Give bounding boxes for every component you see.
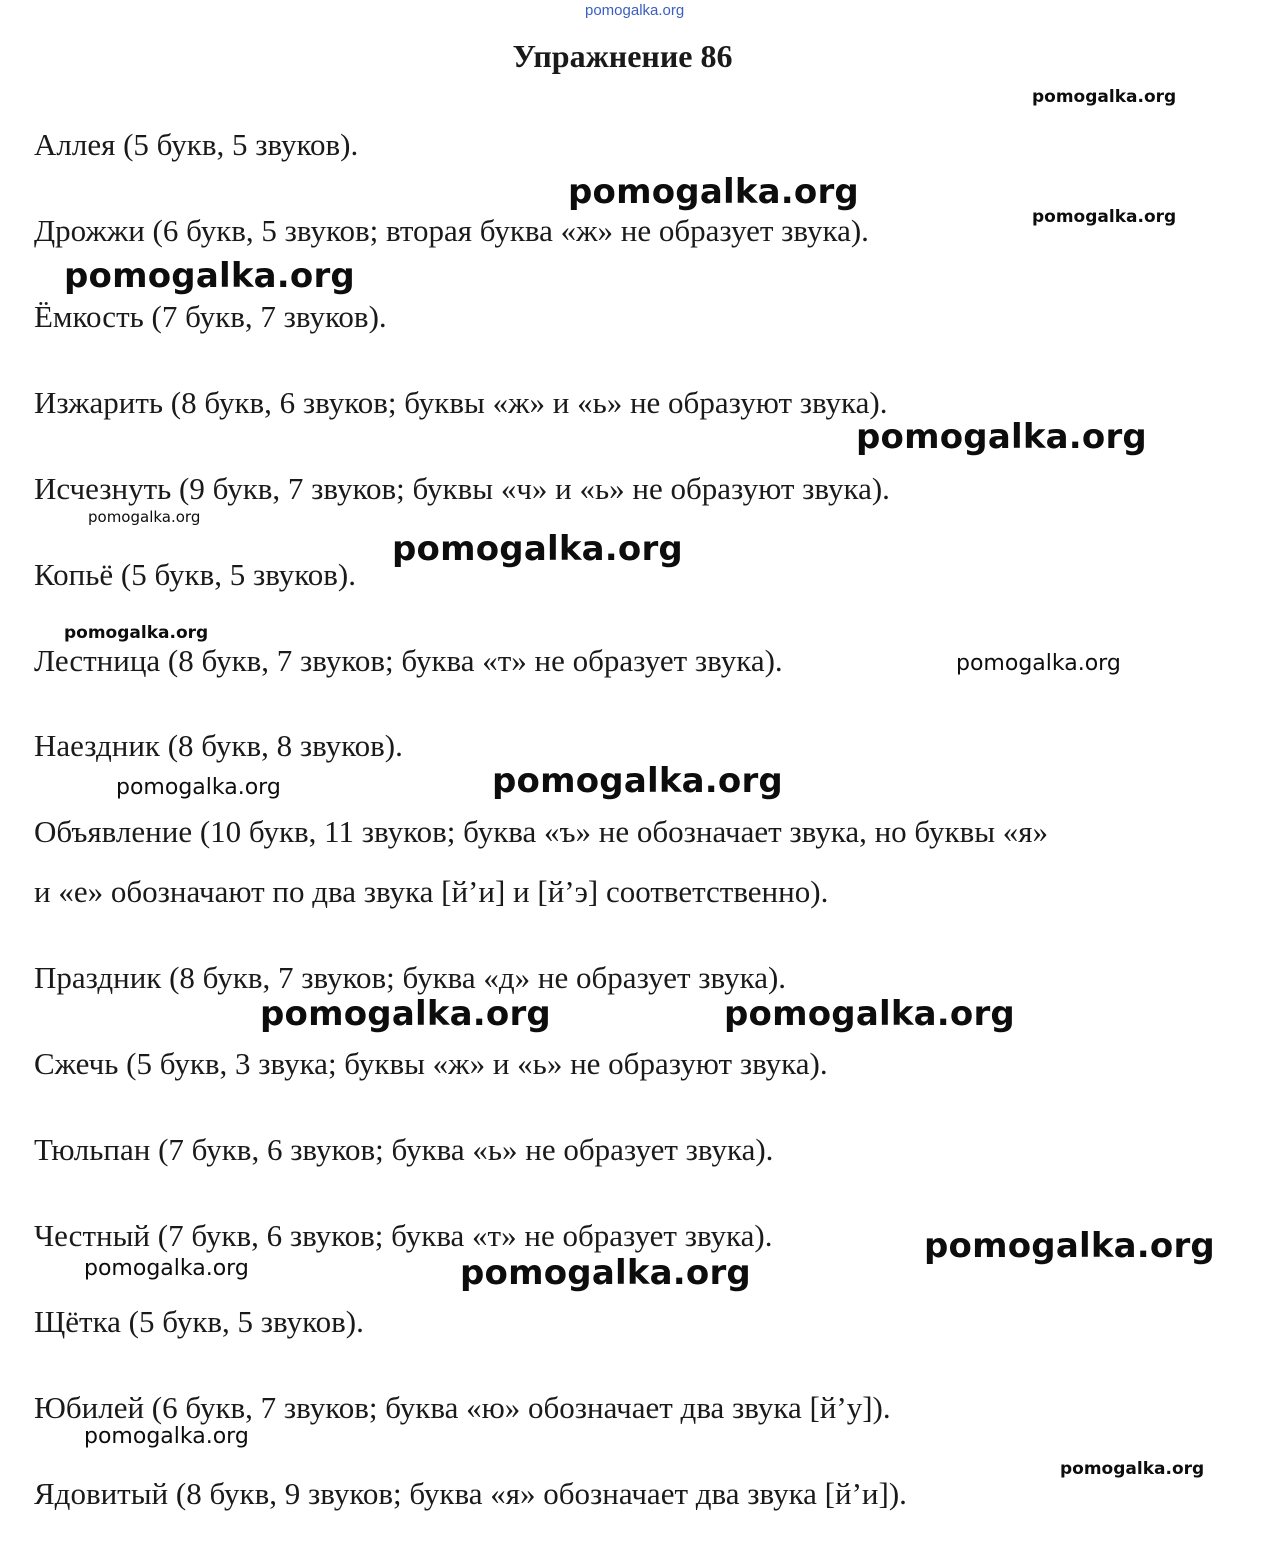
watermark: pomogalka.org (956, 651, 1121, 676)
watermark: pomogalka.org (64, 623, 209, 643)
watermark: pomogalka.org (88, 508, 201, 526)
entry-yadovity: Ядовитый (8 букв, 9 звуков; буква «я» обозначает два звука [й’и]). (34, 1476, 907, 1511)
entry-chestny: Честный (7 букв, 6 звуков; буква «т» не образует звука). (34, 1218, 773, 1253)
entry-prazdnik: Праздник (8 букв, 7 звуков; буква «д» не образует звука). (34, 960, 787, 995)
exercise-title: Упражнение 86 (512, 38, 733, 74)
entry-allea: Аллея (5 букв, 5 звуков). (34, 127, 359, 162)
entry-shchetka: Щётка (5 букв, 5 звуков). (34, 1304, 364, 1339)
top-watermark-link[interactable]: pomogalka.org (585, 2, 685, 19)
entry-lestnitsa: Лестница (8 букв, 7 звуков; буква «т» не образует звука). (34, 643, 783, 678)
watermark: pomogalka.org (392, 529, 683, 569)
watermark: pomogalka.org (1032, 87, 1177, 107)
entry-drozhzhi: Дрожжи (6 букв, 5 звуков; вторая буква «ж» не образует звука). (34, 213, 869, 248)
entry-izzharit: Изжарить (8 букв, 6 звуков; буквы «ж» и «ь» не образуют звука). (34, 385, 888, 420)
watermark: pomogalka.org (84, 1256, 249, 1281)
watermark: pomogalka.org (84, 1424, 249, 1449)
watermark: pomogalka.org (924, 1226, 1215, 1266)
watermark: pomogalka.org (260, 994, 551, 1034)
entry-naezdnik: Наездник (8 букв, 8 звуков). (34, 728, 403, 763)
entry-emkost: Ёмкость (7 букв, 7 звуков). (34, 299, 387, 334)
entry-yubiley: Юбилей (6 букв, 7 звуков; буква «ю» обозначает два звука [й’у]). (34, 1390, 891, 1425)
watermark: pomogalka.org (64, 256, 355, 296)
entry-szhech: Сжечь (5 букв, 3 звука; буквы «ж» и «ь» не образуют звука). (34, 1046, 828, 1081)
watermark: pomogalka.org (1060, 1459, 1205, 1479)
entry-tyulpan: Тюльпан (7 букв, 6 звуков; буква «ь» не образует звука). (34, 1132, 774, 1167)
entry-ischeznut: Исчезнуть (9 букв, 7 звуков; буквы «ч» и «ь» не образуют звука). (34, 471, 890, 506)
watermark: pomogalka.org (856, 417, 1147, 457)
entry-kopyo: Копьё (5 букв, 5 звуков). (34, 557, 357, 592)
watermark: pomogalka.org (116, 775, 281, 800)
watermark: pomogalka.org (568, 172, 859, 212)
watermark: pomogalka.org (1032, 207, 1177, 227)
watermark: pomogalka.org (460, 1253, 751, 1293)
watermark: pomogalka.org (724, 994, 1015, 1034)
entry-obyavlenie-line1: Объявление (10 букв, 11 звуков; буква «ъ» не обозначает звука, но буквы «я» (34, 814, 1049, 849)
watermark: pomogalka.org (492, 761, 783, 801)
entry-obyavlenie-line2: и «е» обозначают по два звука [й’и] и [й’э] соответственно). (34, 874, 829, 909)
